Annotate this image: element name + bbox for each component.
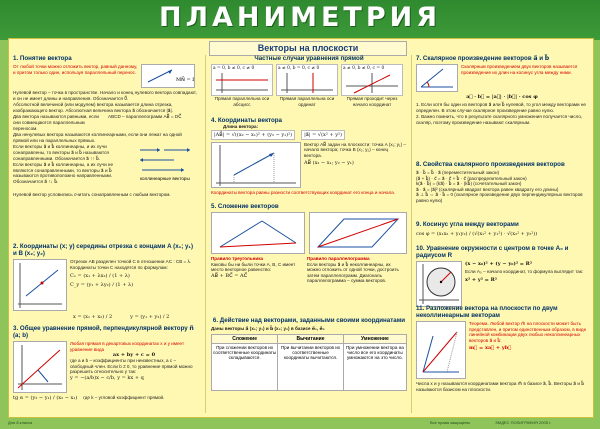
- formula: x² + y² = R²: [465, 276, 497, 283]
- property-item: a⃗ · b⃗ = b⃗ · a⃗ (переместительный закон): [416, 170, 500, 175]
- table-header: Сложение: [212, 334, 278, 343]
- case-label: Прямая параллельна оси ординат: [279, 96, 335, 107]
- midpoint-figure: [13, 259, 67, 311]
- text-block: 2. Важно помнить, что в результате скалярного умножения получается число, скаляр, поэтому произведение называют скалярным.: [416, 114, 583, 125]
- column-divider: [411, 55, 412, 413]
- section-heading: 1. Понятие вектора: [13, 55, 72, 62]
- formula: cos φ = (x₁x₂ + y₁y₂) / (√(x₁² + y₁²) · √(x₂² + y₂²)): [416, 231, 538, 237]
- footer-right: ЭМДЕС ПОЛИГРАФИЯ 2005 г.: [495, 420, 552, 425]
- text-block: Вектор AB⃗ задан на плоскости: точка A (x₁; y₁) – начало вектора; точка B (x₂; y₂) – конец вектора.: [304, 141, 406, 158]
- collinear-label: коллинеарные векторы: [140, 176, 190, 182]
- text-block: Два вектора называются равными, если они совмещаются параллельным переносом.: [13, 114, 99, 131]
- coords-figure: [211, 142, 301, 188]
- line-figure: [13, 341, 67, 393]
- case-card: [341, 64, 403, 107]
- table-header: Вычитание: [278, 334, 344, 343]
- property-item: k(a⃗ · b⃗) = (ka⃗) · b⃗ = a⃗ · (kb⃗) (сочетательный закон): [416, 181, 522, 187]
- circle-figure: [416, 261, 462, 307]
- table-header: Умножение: [343, 334, 406, 343]
- text-block: Если векторы a⃗ и b⃗ коллинеарны, и их лучи сонаправлены, то векторы a⃗ и b⃗ называются сонаправленными. Обозначается a⃗ ↑↑ b⃗.: [13, 144, 109, 161]
- footer-mid: Все права защищены: [430, 420, 471, 425]
- section-circle: [416, 245, 588, 307]
- formula: y = (y₁ + y₂) / 2: [130, 314, 170, 320]
- section-special-cases: [211, 55, 407, 107]
- coords-note: Координаты вектора равны разности соответствующих координат его конца и начала.: [211, 189, 396, 195]
- column-divider: [205, 55, 206, 413]
- section-cosine: [416, 221, 588, 237]
- angle-figure: [416, 64, 458, 92]
- column-middle: [211, 55, 407, 413]
- poster-subtitle: Векторы на плоскости: [209, 41, 407, 56]
- text-block: Если A₀ – начало координат, то формула выглядит так:: [465, 269, 584, 274]
- formula: AB⃗ (x₂ − x₁; y₂ − y₁): [304, 160, 354, 167]
- text-block: Теорема. Любой вектор m⃗ на плоскости может быть представлен, и притом единственным образом, в виде линейной комбинации двух любых неколлинеарных векторов a⃗ и b⃗:: [469, 321, 587, 343]
- section-heading: 10. Уравнение окружности с центром в точке A₀ и радиусом R: [416, 245, 569, 259]
- section-heading: 5. Сложение векторов: [211, 203, 279, 210]
- table-cell: При вычитании векторов их соответственные координаты вычитаются.: [278, 343, 344, 390]
- case-label: Прямая параллельна оси абсцисс: [214, 96, 270, 107]
- section-midpoint: [13, 243, 198, 320]
- formula: |AB⃗| = √((x₂ − x₁)² + (y₂ − y₁)²): [211, 130, 295, 140]
- property-item: a⃗ · a⃗ = |a⃗|² (скалярный квадрат вектора равен квадрату его длины): [416, 186, 559, 192]
- formula: m⃗ = xa⃗ + yb⃗: [469, 345, 512, 352]
- formula: y = −(a/b)x − c/b, y = kx + q: [70, 374, 144, 381]
- case-card: [276, 64, 338, 107]
- formula: |a⃗| = √(x² + y²): [301, 130, 345, 140]
- section-vector-addition: [211, 203, 407, 284]
- section-line-equation: [13, 325, 198, 401]
- poster-title: ПЛАНИМЕТРИЯ: [158, 2, 442, 33]
- text-block: Скалярным произведением двух векторов называется произведение их длин на косинус угла между ними.: [461, 64, 578, 75]
- given-vectors: Даны векторы a⃗ (x₁; y₁) и b⃗ (x₂; y₂) в базисе e⃗₁, e⃗₂: [211, 326, 325, 331]
- section-vector-concept: [13, 55, 198, 198]
- case-card: [211, 64, 273, 107]
- section-heading: 11. Разложение вектора на плоскости по двум неколлинеарным векторам: [416, 305, 558, 319]
- column-right: [416, 55, 588, 413]
- vector-figure: [141, 64, 195, 88]
- text-block: Каковы бы ни были точки A, B, C имеет место векторное равенство:: [211, 261, 296, 273]
- collinear-vectors-figure: [134, 144, 196, 186]
- formula: tg α = (y₂ − y₁) / (x₂ − x₁): [13, 395, 78, 401]
- length-label: Длина вектора:: [223, 124, 259, 129]
- formula: x = (x₁ + x₂) / 2: [73, 314, 113, 320]
- section-heading: 8. Свойства скалярного произведения векторов: [416, 161, 565, 168]
- text-block: где a и b – коэффициенты при неизвестных, а c – свободный член. Если b ≠ 0, то уравнение прямой можно разрешить относительно y так:: [70, 358, 193, 375]
- case-equation: a ≠ 0, b = 0, c ≠ 0: [278, 66, 320, 71]
- section-heading: 9. Косинус угла между векторами: [416, 221, 519, 228]
- text-block: Если векторы a⃗ и b⃗ неколлинеарны, их можно отложить от одной точки, достроить затем параллелограмм. Диагональ параллелограмма – сумма векторов.: [307, 261, 399, 284]
- section-vector-coords: [211, 117, 407, 195]
- text-block: Если векторы a⃗ и b⃗ коллинеарны, а их лучи не являются сонаправленными, то векторы a⃗ и b⃗ называются противоположно направленными. Обозначается a⃗ ↑↓ b⃗.: [13, 162, 114, 184]
- text-block: Абсолютной величиной (или модулем) вектора называется длина отрезка, изображающего вектор. Абсолютная величина вектора a⃗ обозначается |a⃗|.: [13, 102, 174, 113]
- section-heading: 7. Скалярное произведение векторов a⃗ и b⃗: [416, 55, 550, 62]
- section-dot-product: [416, 55, 588, 125]
- column-left: [13, 55, 198, 413]
- text-block: Нулевой вектор – точка в пространстве. Начало и конец нулевого вектора совпадают, и он не имеет длины и направления. Обозначается 0⃗.: [13, 90, 197, 101]
- text-block: От любой точки можно отложить вектор, равный данному, и притом только один, используя параллельный перенос.: [13, 64, 138, 75]
- parallelogram-figure: [309, 212, 407, 254]
- decomposition-figure: [416, 321, 466, 379]
- case-label: Прямая проходит через начало координат: [346, 96, 398, 107]
- rule-title: Правило параллелограмма: [307, 256, 370, 261]
- formula: ABCD – параллелограмм AB⃗ = DC⃗: [108, 114, 182, 120]
- section-decomposition: [416, 305, 588, 392]
- table-cell: При сложении векторов их соответственные координаты складываются.: [212, 343, 278, 390]
- triangle-figure: [211, 212, 305, 254]
- formula: AB⃗ + BC⃗ = AC⃗: [211, 272, 248, 279]
- text-block: Отрезок AB разделен точкой C в отношении AC : CB = λ. Координаты точки C находятся по формулам:: [70, 259, 192, 270]
- operations-table: [211, 334, 407, 391]
- section-heading: 6. Действие над векторами, заданными своими координатами: [212, 317, 406, 324]
- section-heading: 2. Координаты (x; y) середины отрезка с концами A (x₁; y₁) и B (x₂; y₂): [13, 243, 194, 257]
- section-heading: 4. Координаты вектора: [211, 117, 282, 124]
- section-operations: [211, 317, 407, 391]
- case-equation: a ≠ 0, b ≠ 0, c = 0: [343, 66, 385, 71]
- footer-left: Для 8 класса: [8, 420, 33, 425]
- section-heading: Частные случаи уравнения прямой: [254, 55, 364, 62]
- text-block: Числа x и y называются координатами вектора m⃗ в базисе a⃗, b⃗. Векторы a⃗ и b⃗ называются базисом на плоскости.: [416, 381, 585, 392]
- formula: C_y = (y₁ + λy₂) / (1 + λ): [70, 282, 134, 289]
- content-sheet: [8, 38, 594, 418]
- section-dot-properties: [416, 161, 588, 204]
- text-block: 1. Если хотя бы один из векторов a⃗ или b⃗ нулевой, то угол между векторами не определен. В этом случае скалярное произведение равно нулю.: [416, 102, 586, 113]
- text-block: Нулевой вектор условились считать сонаправленным с любым вектором.: [13, 192, 171, 198]
- formula-mn: MN⃗ = a⃗: [176, 77, 194, 83]
- formula: ax + by + c = 0: [112, 352, 156, 359]
- text-block: Два ненулевых вектора называются коллинеарными, если они лежат на одной прямой или на параллельных прямых.: [13, 132, 182, 143]
- table-cell: При умножении вектора на число все его координаты умножаются на это число.: [343, 343, 406, 390]
- footer: [0, 418, 600, 429]
- property-item: (a⃗ + b⃗) · c⃗ = a⃗ · c⃗ + b⃗ · c⃗ (распределительный закон): [416, 175, 527, 181]
- text-block: Любая прямая в декартовых координатах x и y имеет уравнение вида: [70, 341, 185, 352]
- rule-title: Правило треугольника: [211, 256, 264, 261]
- formula: a⃗ · b⃗ = |a⃗| · |b⃗| · cos φ: [466, 94, 538, 100]
- case-equation: a = 0, b ≠ 0, c ≠ 0: [213, 66, 255, 71]
- section-heading: 3. Общее уравнение прямой, перпендикулярной вектору n⃗ (a; b): [13, 325, 194, 339]
- formula: (x − x₀)² + (y − y₀)² = R²: [465, 261, 533, 267]
- formula: Cₓ = (x₁ + λx₂) / (1 + λ): [70, 273, 130, 280]
- text-block: где k – угловой коэффициент прямой.: [83, 395, 165, 400]
- property-item: a⃗ ⊥ b⃗ ⇔ a⃗ · b⃗ = 0 (скалярное произведение двух перпендикулярных векторов равно нулю): [416, 192, 583, 203]
